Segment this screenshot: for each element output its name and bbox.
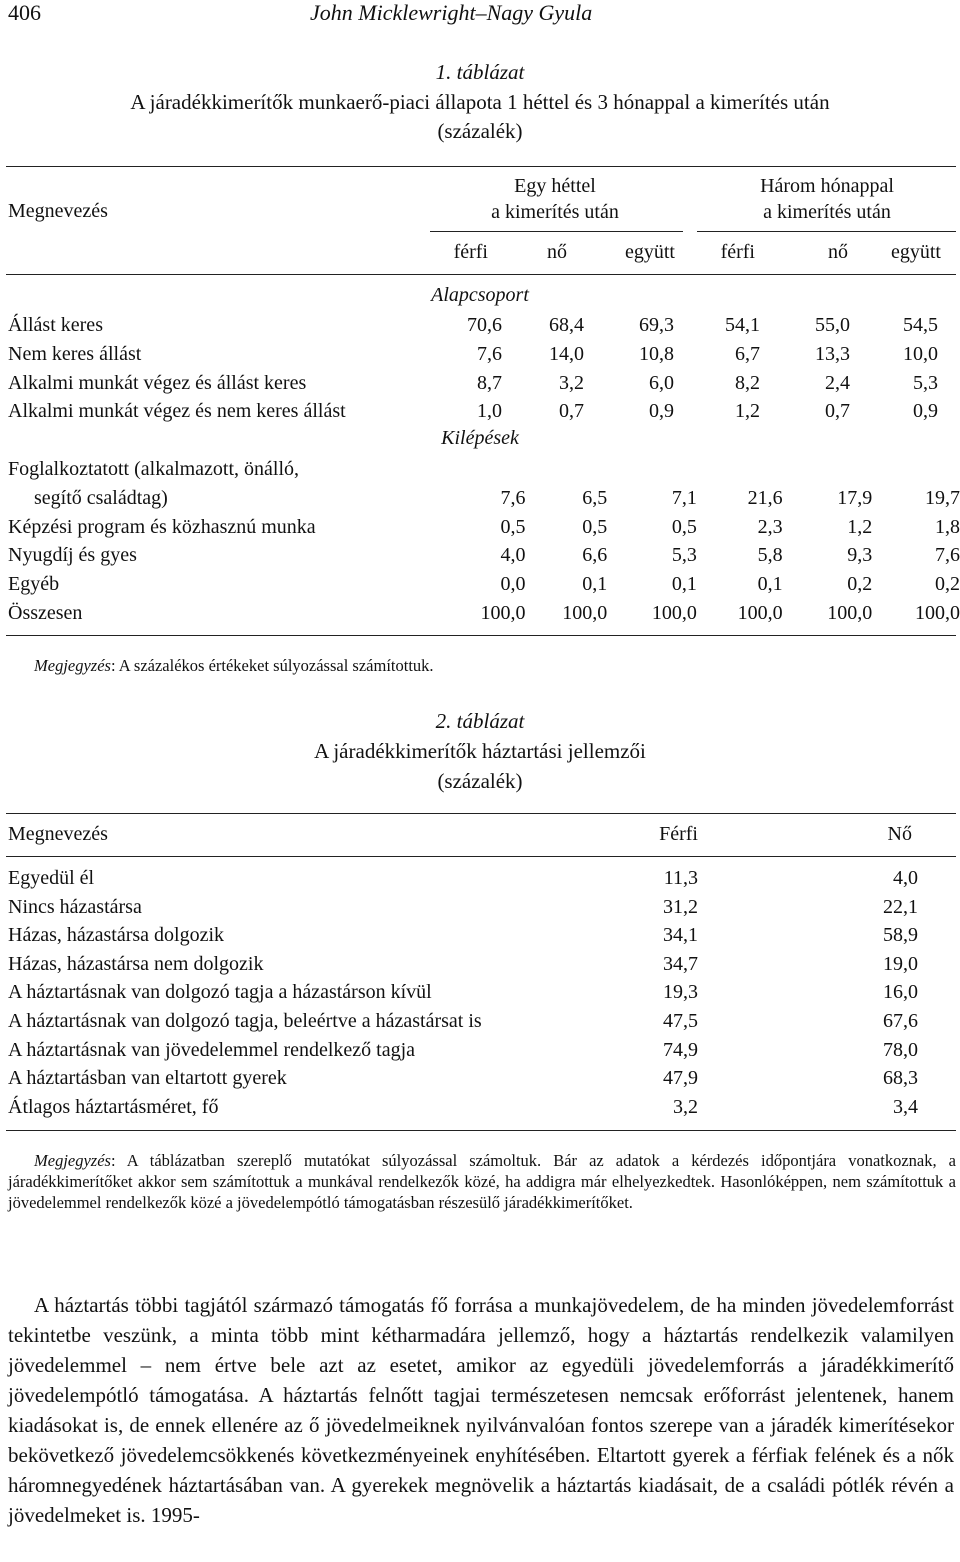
table1-subcol-6: együtt: [891, 241, 941, 263]
table1-col-label: Megnevezés: [8, 200, 108, 222]
table1-section-kilepesek: Kilépések: [441, 427, 519, 449]
table1-subcol-3: együtt: [625, 241, 675, 263]
table-row: A háztartásnak van jövedelemmel rendelkező tagja 74,9 78,0: [8, 1038, 918, 1061]
table-row: Nincs házastársa 31,2 22,1: [8, 895, 918, 918]
table1-section-alapcsoport: Alapcsoport: [431, 284, 529, 306]
table-row: Alkalmi munkát végez és állást keres 8,7 3,2 6,0 8,2 2,4 5,3: [8, 371, 938, 394]
table-row: Alkalmi munkát végez és nem keres állást 1,0 0,7 0,9 1,2 0,7 0,9: [8, 400, 938, 423]
table-row: Foglalkoztatott (alkalmazott, önálló,: [8, 458, 300, 480]
table1-bottom-rule: [6, 635, 956, 636]
table1-title: A járadékkimerítők munkaerő-piaci állapota 1 héttel és 3 hónappal a kimerítés után: [130, 90, 830, 114]
table2-note: Megjegyzés: A táblázatban szereplő mutatókat súlyozással számoltuk. Bár az adatok a kérdezés időpontjára vonatkoznak, a járadékkimerítőket akkor sem számítottuk a munkával rendelkezők közé, ha addigra már elhelyezkedtek. Hasonlóképpen, nem számítottuk a jövedelemmel rendelkezők közé a jövedelempótló támogatásban részesülő járadékkimerítőket.: [8, 1151, 956, 1212]
table1-body-b: [8, 455, 960, 628]
table-row: Állást keres 70,6 68,4 69,3 54,1 55,0 54,5: [8, 314, 938, 336]
table1-group1-rule: [430, 231, 683, 232]
table2-number: 2. táblázat: [435, 709, 525, 733]
table1-top-rule: [6, 166, 956, 167]
running-title: John Micklewright–Nagy Gyula: [310, 0, 593, 25]
table1-unit: (százalék): [437, 119, 523, 143]
table1-subcol-4: férfi: [720, 241, 755, 263]
table-row: Összesen 100,0 100,0 100,0 100,0 100,0 100,0: [8, 601, 960, 624]
table1-subcol-2: nő: [547, 241, 567, 263]
table1-number: 1. táblázat: [435, 60, 525, 84]
table1-note: Megjegyzés: A százalékos értékeket súlyozással számítottuk.: [34, 656, 434, 675]
table-row: Házas, házastársa nem dolgozik 34,7 19,0: [8, 952, 918, 975]
running-header: [0, 0, 960, 26]
table-row: Nem keres állást 7,6 14,0 10,8 6,7 13,3 10,0: [8, 342, 938, 365]
table2-top-rule: [6, 813, 956, 814]
table1-subcol-5: nő: [828, 241, 848, 263]
table2-col-ferfi: Férfi: [659, 823, 698, 845]
table-row: A háztartásnak van dolgozó tagja, beleértve a házastársat is 47,5 67,6: [8, 1009, 918, 1032]
table1-header-rule: [6, 274, 956, 275]
table-row: Házas, házastársa dolgozik 34,1 58,9: [8, 924, 918, 947]
table1-group2-header: Három hónappal a kimerítés után: [760, 175, 894, 223]
table1-body-a: [8, 311, 938, 426]
table-row: Átlagos háztartásméret, fő 3,2 3,4: [8, 1095, 918, 1118]
table2-unit: (százalék): [437, 769, 523, 793]
table2-title: A járadékkimerítők háztartási jellemzői: [314, 739, 646, 763]
table1-group1-header: Egy héttel a kimerítés után: [491, 175, 619, 223]
table1-group2-rule: [697, 231, 956, 232]
table-row: Képzési program és közhasznú munka 0,5 0,5 0,5 2,3 1,2 1,8: [8, 515, 960, 538]
table-row: Egyéb 0,0 0,1 0,1 0,1 0,2 0,2: [8, 573, 960, 596]
table2-body: [8, 864, 918, 1121]
table-row: segítő családtag) 7,6 6,5 7,1 21,6 17,9 19,7: [34, 486, 960, 509]
table2-header-rule: [6, 856, 956, 857]
table2-col-no: Nő: [887, 823, 912, 845]
table2-col-label: Megnevezés: [8, 823, 108, 845]
table-row: Nyugdíj és gyes 4,0 6,6 5,3 5,8 9,3 7,6: [8, 544, 960, 567]
table-row: A háztartásban van eltartott gyerek 47,9 68,3: [8, 1067, 918, 1090]
page-number: 406: [8, 0, 41, 25]
table-row: A háztartásnak van dolgozó tagja a házastárson kívül 19,3 16,0: [8, 981, 918, 1004]
table2-bottom-rule: [6, 1130, 956, 1131]
body-paragraph: A háztartás többi tagjától származó támogatás fő forrása a munkajövedelem, de ha minden jövedelemforrást tekintetbe veszünk, a minta több mint kétharmadára jellemző, hogy a háztartás rendelkezik valamilyen jövedelemmel – nem értve bele azt az esetet, amikor az egyedüli jövedelemforrás a járadékkimerítő jövedelempótló támogatása. A háztartás felnőtt tagjai természetesen nemcsak erőforrást jelentenek, hanem kiadásokat is, de ennek ellenére az ő jövedelmeiknek nyilvánvalóan fontos szerepe van a járadék kimerítésekor bekövetkező jövedelemcsökkenés következményeinek enyhítésében. Eltartott gyerek a férfiak felének és a nők háromnegyedének háztartásában van. A gyerekek megnövelik a háztartás kiadásait, de a családi pótlék révén a jövedelmeket is. 1995-: [8, 1293, 954, 1527]
table1-subcol-1: férfi: [453, 241, 488, 263]
table-row: Egyedül él 11,3 4,0: [8, 867, 918, 889]
